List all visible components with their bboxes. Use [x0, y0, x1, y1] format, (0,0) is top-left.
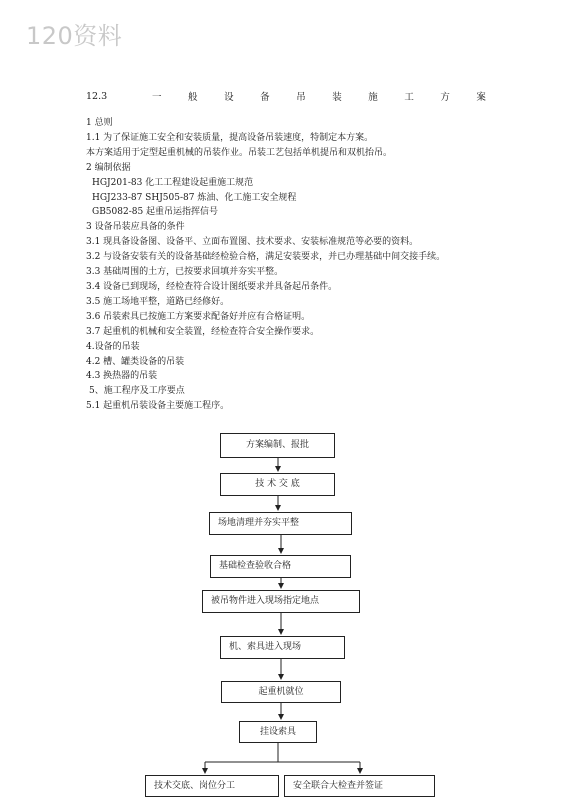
- subheading: 5.1 起重机吊装设备主要施工程序。: [86, 401, 230, 412]
- flow-step-items-arrival: 被吊物件进入现场指定地点: [202, 590, 360, 613]
- flow-step-tech-briefing: 技术交底、岗位分工: [145, 775, 279, 797]
- title-char: 设: [224, 92, 234, 103]
- title-char: 工: [404, 92, 414, 103]
- condition-item: 3.4 设备已到现场，经检查符合设计图纸要求并具备起吊条件。: [86, 281, 338, 292]
- heading-basis: 2 编制依据: [86, 162, 131, 173]
- title-char: 吊: [296, 92, 306, 103]
- flow-step-rigging-arrival: 机、索具进入现场: [220, 636, 345, 659]
- flow-step-briefing: 技 术 交 底: [220, 473, 335, 496]
- standard-item: HGJ233-87 SHJ505-87 炼油、化工施工安全规程: [92, 192, 297, 203]
- heading-general: 1 总则: [86, 118, 113, 128]
- subheading: 4.3 换热器的吊装: [86, 371, 158, 382]
- flow-step-crane-position: 起重机就位: [221, 681, 341, 703]
- title-char: 般: [188, 92, 198, 103]
- flow-step-foundation-check: 基础检查验收合格: [210, 555, 351, 578]
- condition-item: 3.1 现具备设备图、设备平、立面布置图、技术要求、安装标准规范等必要的资料。: [86, 237, 419, 248]
- subheading: 4.2 槽、罐类设备的吊装: [86, 356, 185, 367]
- standard-item: GB5082-85 起重吊运指挥信号: [92, 207, 219, 218]
- condition-item: 3.2 与设备安装有关的设备基础经检验合格，满足安装要求，并已办理基础中间交接手续。: [86, 252, 446, 263]
- heading-procedure: 5、施工程序及工序要点: [89, 386, 185, 397]
- condition-item: 3.5 施工场地平整，道路已经修好。: [86, 296, 230, 307]
- heading-conditions: 3 设备吊装应具备的条件: [86, 222, 185, 233]
- title-char: 方: [440, 92, 450, 103]
- condition-item: 3.6 吊装索具已按施工方案要求配备好并应有合格证明。: [86, 311, 311, 322]
- flow-step-site-clearing: 场地清理并夯实平整: [209, 512, 352, 535]
- paragraph-line: 1.1 为了保证施工安全和安装质量，提高设备吊装速度，特制定本方案。: [86, 132, 374, 143]
- flow-step-safety-inspection: 安全联合大检查并签证: [284, 775, 435, 797]
- title-char: 一: [152, 92, 162, 103]
- condition-item: 3.7 起重机的机械和安全装置，经检查符合安全操作要求。: [86, 326, 320, 337]
- title-char: 案: [476, 92, 486, 103]
- title-char: 装: [332, 92, 342, 103]
- heading-lifting: 4.设备的吊装: [86, 341, 140, 352]
- flow-step-plan: 方案编制、报批: [220, 433, 335, 458]
- section-number: 12.3: [86, 90, 108, 102]
- condition-item: 3.3 基础周围的土方，已按要求回填并夯实平整。: [86, 267, 284, 278]
- title-char: 备: [260, 92, 270, 103]
- title-char: 施: [368, 92, 378, 103]
- paragraph-line: 本方案适用于定型起重机械的吊装作业。吊装工艺包括单机提吊和双机抬吊。: [86, 147, 393, 158]
- standard-item: HGJ201-83 化工工程建设起重施工规范: [92, 177, 254, 188]
- watermark-logo: 120资料: [26, 22, 123, 50]
- flow-step-hang-rigging: 挂设索具: [239, 721, 317, 743]
